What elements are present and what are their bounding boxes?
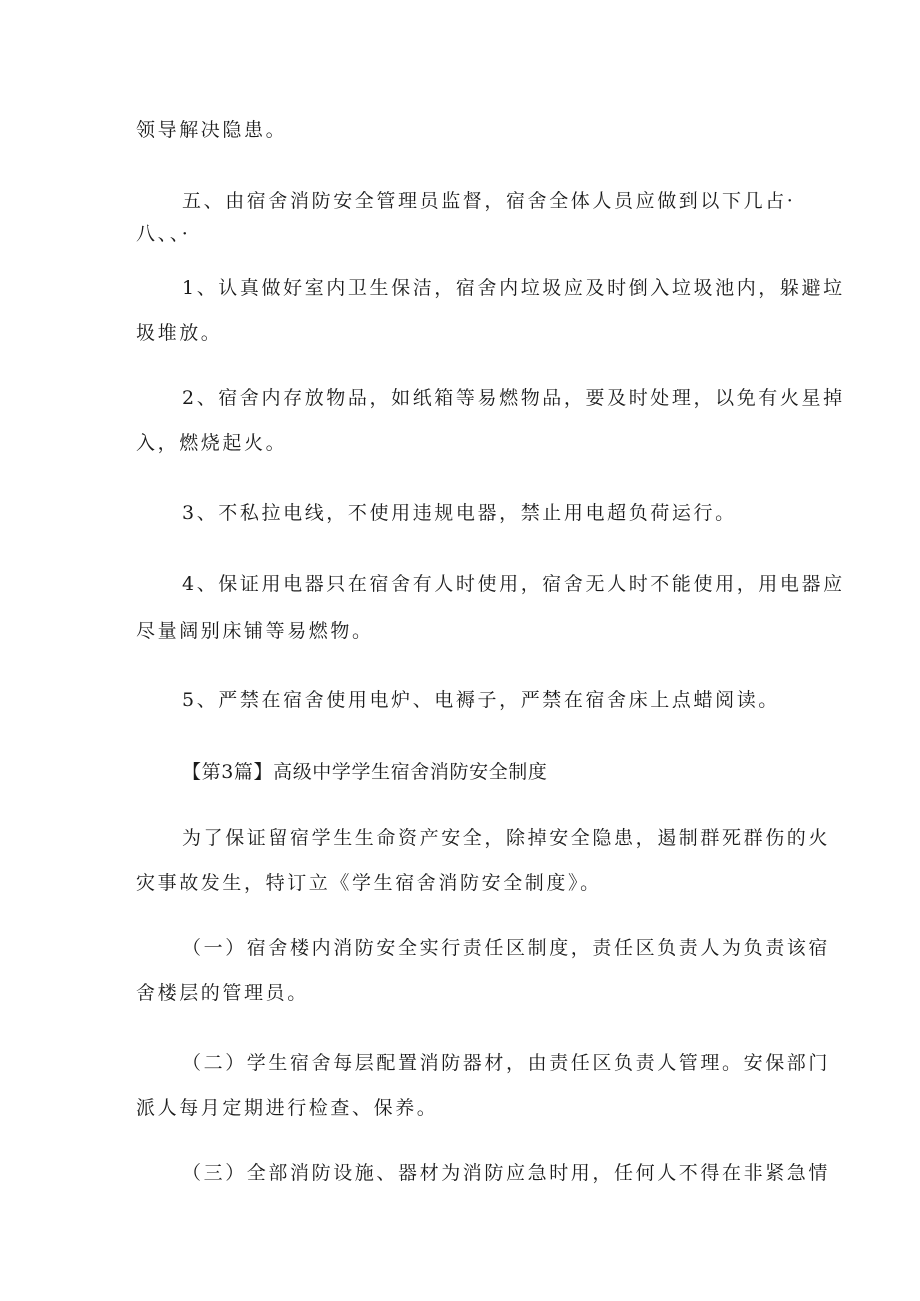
item-3-line: 3、不私拉电线，不使用违规电器，禁止用电超负荷运行。: [182, 502, 737, 524]
item-2-continuation: 入，燃烧起火。: [136, 432, 288, 454]
intro-continuation: 灾事故发生，特订立《学生宿舍消防安全制度》。: [136, 872, 602, 894]
item-5-line: 5、严禁在宿舍使用电炉、电褥子，严禁在宿舍床上点蜡阅读。: [182, 689, 780, 711]
paragraph-line: 领导解决隐患。: [136, 119, 288, 141]
item-1-line: 1、认真做好室内卫生保洁，宿舍内垃圾应及时倒入垃圾池内，躲避垃: [182, 277, 845, 299]
clause-2-line: （二）学生宿舍每层配置消防器材，由责任区负责人管理。安保部门: [182, 1052, 831, 1074]
intro-line: 为了保证留宿学生生命资产安全，除掉安全隐患，遏制群死群伤的火: [182, 827, 831, 849]
section-five-continuation: 八、、·: [136, 223, 191, 245]
item-2-line: 2、宿舍内存放物品，如纸箱等易燃物品，要及时处理，以免有火星掉: [182, 387, 845, 409]
section-five-line: 五、由宿舍消防安全管理员监督，宿舍全体人员应做到以下几占·: [182, 190, 796, 212]
clause-2-continuation: 派人每月定期进行检查、保养。: [136, 1097, 439, 1119]
clause-1-line: （一）宿舍楼内消防安全实行责任区制度，责任区负责人为负责该宿: [182, 937, 831, 959]
clause-3-line: （三）全部消防设施、器材为消防应急时用，任何人不得在非紧急情: [182, 1162, 831, 1184]
item-4-line: 4、保证用电器只在宿舍有人时使用，宿舍无人时不能使用，用电器应: [182, 573, 845, 595]
clause-1-continuation: 舍楼层的管理员。: [136, 982, 309, 1004]
section-heading: 【第3篇】高级中学学生宿舍消防安全制度: [182, 761, 548, 783]
item-1-continuation: 圾堆放。: [136, 322, 223, 344]
item-4-continuation: 尽量阔别床铺等易燃物。: [136, 620, 374, 642]
